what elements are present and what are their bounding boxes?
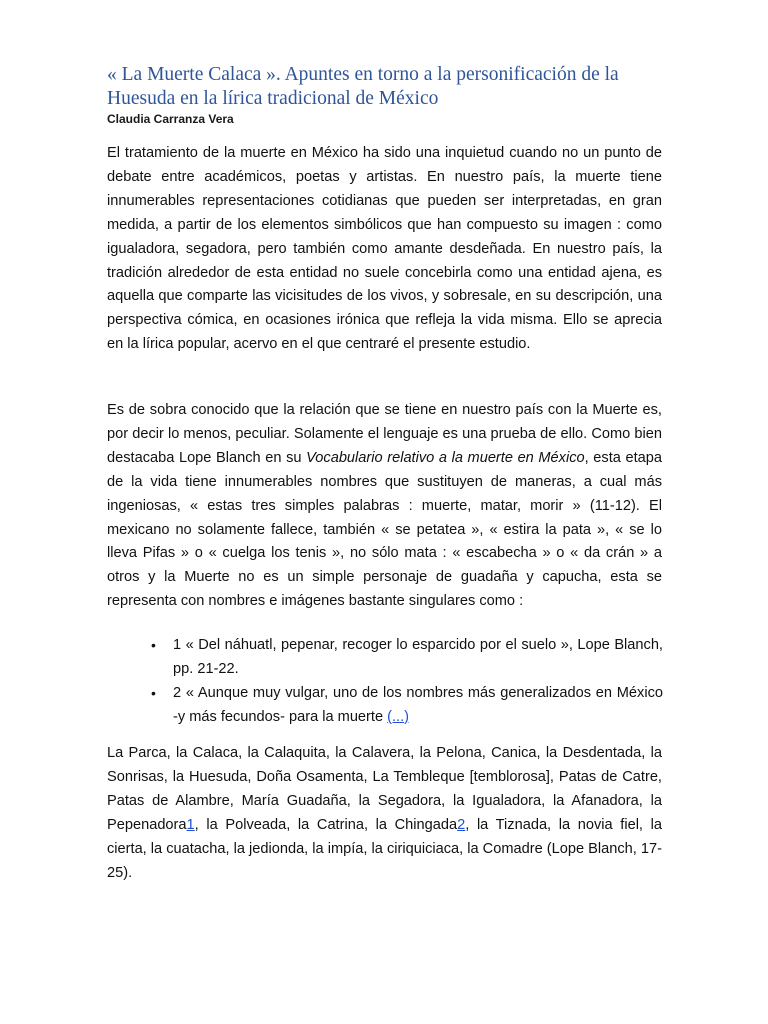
- footnote-ref-1-link[interactable]: 1: [186, 816, 195, 833]
- paragraph-names: [107, 742, 662, 885]
- paragraph-language-text-b: , esta etapa de la vida tiene innumerables nombres que sustituyen de maneras, a cual más ingeniosas, « estas tres simples palabras : muerte, matar, morir » (11-12). El mexicano no solamente fallece, también « se petatea », « estira la pata », « se lo lleva Pifas » o « cuelga los tenis », no sólo mata : « escabecha » o « da crán » a otros y la Muerte no es un simple personaje de guadaña y capucha, esta se representa con nombres e imágenes bastante singulares como :: [107, 449, 663, 610]
- article-title: « La Muerte Calaca ». Apuntes en torno a la personificación de la Huesuda en la lírica tradicional de México: [107, 64, 619, 109]
- names-text-a: La Parca, la Calaca, la Calaquita, la Calavera, la Pelona, Canica, la Desdentada, la Sonrisas, la Huesuda, Doña Osamenta, La Tembleque [temblorosa], Patas de Catre, Patas de Alambre, María Guadaña, la Segadora, la Igualadora, la Afanadora, la Pepenadora: [107, 745, 662, 833]
- bullet-icon: •: [151, 637, 156, 653]
- names-text-c: , la Tiznada, la novia fiel, la cierta, la cuatacha, la jedionda, la impía, la ciriquiciaca, la Comadre (Lope Blanch, 17-25).: [107, 816, 662, 881]
- footnote-item: [151, 634, 663, 682]
- author-name: Claudia Carranza Vera: [107, 112, 234, 126]
- footnote-text: 1 « Del náhuatl, pepenar, recoger lo esparcido por el suelo », Lope Blanch, pp. 21-22.: [173, 637, 663, 677]
- footnote-ref-2-link[interactable]: 2: [457, 816, 466, 833]
- footnote-more-link[interactable]: (...): [387, 708, 410, 725]
- bullet-icon: •: [151, 684, 156, 701]
- footnote-text: 2 « Aunque muy vulgar, uno de los nombres más generalizados en México -y más fecundos- para la muerte: [173, 684, 663, 725]
- names-text-b: , la Polveada, la Catrina, la Chingada: [194, 816, 458, 833]
- paragraph-language: [107, 399, 662, 614]
- footnote-item: [151, 682, 663, 730]
- footnote-list: [151, 634, 663, 730]
- book-title: Vocabulario relativo a la muerte en México: [306, 449, 585, 466]
- paragraph-intro: El tratamiento de la muerte en México ha sido una inquietud cuando no un punto de debate entre académicos, poetas y artistas. En nuestro país, la muerte tiene innumerables representaciones cotidianas que pueden ser interpretadas, en gran medida, a partir de los elementos simbólicos que han compuesto su imagen : como igualadora, segadora, pero también como amante desdeñada. En nuestro país, la tradición alrededor de esta entidad no suele concebirla como una entidad ajena, es aquella que comparte las vicisitudes de los vivos, y sobresale, en su descripción, una perspectiva cómica, en ocasiones irónica que refleja la vida misma. Ello se aprecia en la lírica popular, acervo en el que centraré el presente estudio.: [107, 145, 662, 353]
- paragraph-language-text-a: Es de sobra conocido que la relación que se tiene en nuestro país con la Muerte es, por decir lo menos, peculiar. Solamente el lenguaje es una prueba de ello. Como bien destacaba Lope Blanch en su: [107, 402, 662, 466]
